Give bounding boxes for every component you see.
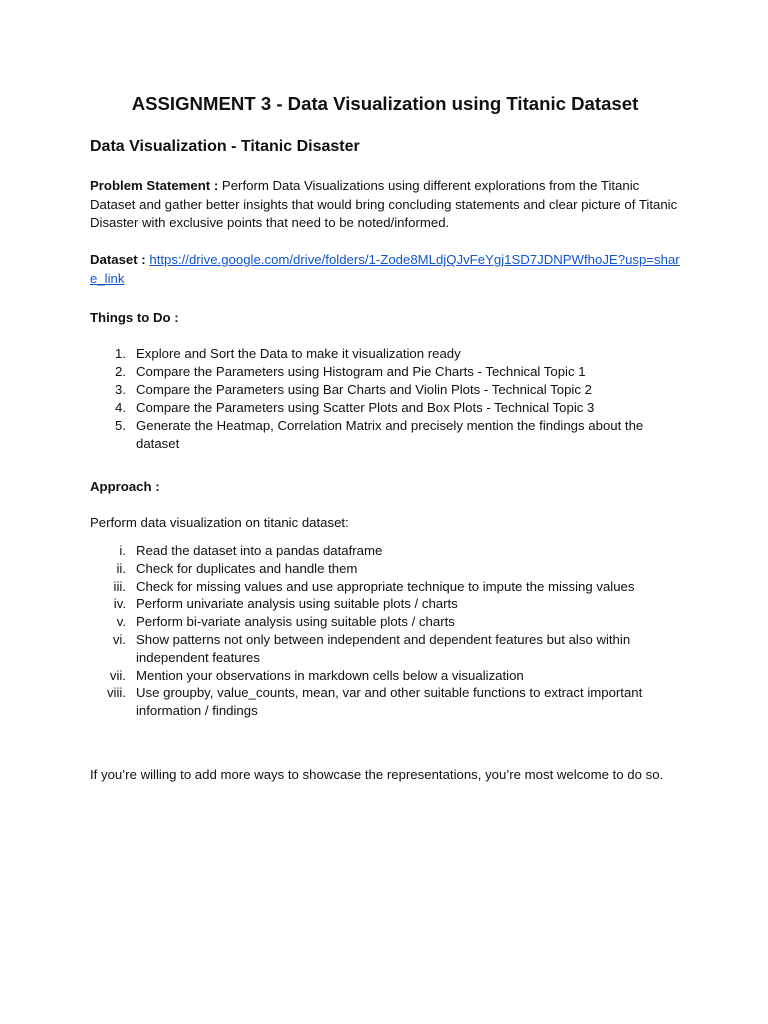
list-marker: 3.	[115, 382, 126, 397]
list-marker: v.	[116, 614, 126, 630]
list-item-text: Compare the Parameters using Histogram and Pie Charts - Technical Topic 1	[136, 364, 586, 379]
things-to-do-list	[90, 345, 680, 453]
problem-statement-text: Perform Data Visualizations using different explorations from the Titanic Dataset and gather better insights that would bring concluding statements and clear picture of Titanic Disaster with exclusive points that need to be noted/informed.	[90, 178, 678, 230]
list-item-text: Check for missing values and use appropriate technique to impute the missing values	[136, 578, 635, 594]
problem-statement	[90, 177, 680, 233]
list-marker: vi.	[112, 631, 126, 647]
list-item-text: Check for duplicates and handle them	[136, 560, 358, 576]
dataset-label: Dataset :	[90, 252, 146, 267]
list-item-text: Mention your observations in markdown cells below a visualization	[136, 667, 524, 683]
list-marker: iv.	[113, 596, 126, 612]
list-item	[90, 542, 680, 560]
list-item	[90, 595, 680, 613]
list-marker: vii.	[109, 667, 126, 683]
list-marker: 2.	[115, 364, 126, 379]
list-item	[90, 684, 680, 720]
list-item	[90, 381, 680, 399]
list-marker: i.	[119, 543, 126, 558]
dataset-link[interactable]: https://drive.google.com/drive/folders/1-Zode8MLdjQJvFeYgj1SD7JDNPWfhoJE?usp=share_link	[90, 252, 680, 286]
list-marker: 4.	[115, 400, 126, 415]
list-item	[90, 417, 680, 453]
list-marker: 1.	[115, 346, 126, 361]
list-item-text: Compare the Parameters using Scatter Plots and Box Plots - Technical Topic 3	[136, 400, 595, 415]
list-item-text: Read the dataset into a pandas dataframe	[136, 543, 383, 558]
list-item	[90, 578, 680, 596]
list-item-text: Generate the Heatmap, Correlation Matrix and precisely mention the findings about the dataset	[136, 418, 644, 451]
list-marker: 5.	[115, 418, 126, 433]
list-marker: viii.	[106, 685, 126, 701]
list-item-text: Perform univariate analysis using suitable plots / charts	[136, 596, 458, 612]
list-item-text: Use groupby, value_counts, mean, var and other suitable functions to extract important information / findings	[136, 685, 643, 719]
list-item-text: Compare the Parameters using Bar Charts and Violin Plots - Technical Topic 2	[136, 382, 592, 397]
list-item-text: Explore and Sort the Data to make it visualization ready	[136, 346, 461, 361]
list-item	[90, 613, 680, 631]
document-subtitle: Data Visualization - Titanic Disaster	[90, 138, 360, 155]
approach-heading: Approach :	[90, 479, 160, 494]
list-marker: iii.	[113, 578, 126, 594]
approach-intro: Perform data visualization on titanic dataset:	[90, 515, 349, 530]
list-item-text: Perform bi-variate analysis using suitable plots / charts	[136, 614, 455, 630]
list-item	[90, 667, 680, 685]
dataset-line	[90, 251, 680, 288]
approach-list	[90, 542, 680, 720]
list-item	[90, 560, 680, 578]
list-item	[90, 631, 680, 667]
closing-note: If you’re willing to add more ways to showcase the representations, you’re most welcome to do so.	[90, 767, 664, 782]
list-item	[90, 345, 680, 363]
things-to-do-heading: Things to Do :	[90, 310, 179, 325]
list-item	[90, 399, 680, 417]
problem-statement-label: Problem Statement :	[90, 178, 219, 193]
document-title: ASSIGNMENT 3 - Data Visualization using Titanic Dataset	[131, 93, 639, 114]
list-item-text: Show patterns not only between independent and dependent features but also within independent features	[136, 631, 631, 665]
list-item	[90, 363, 680, 381]
list-marker: ii.	[116, 560, 126, 576]
